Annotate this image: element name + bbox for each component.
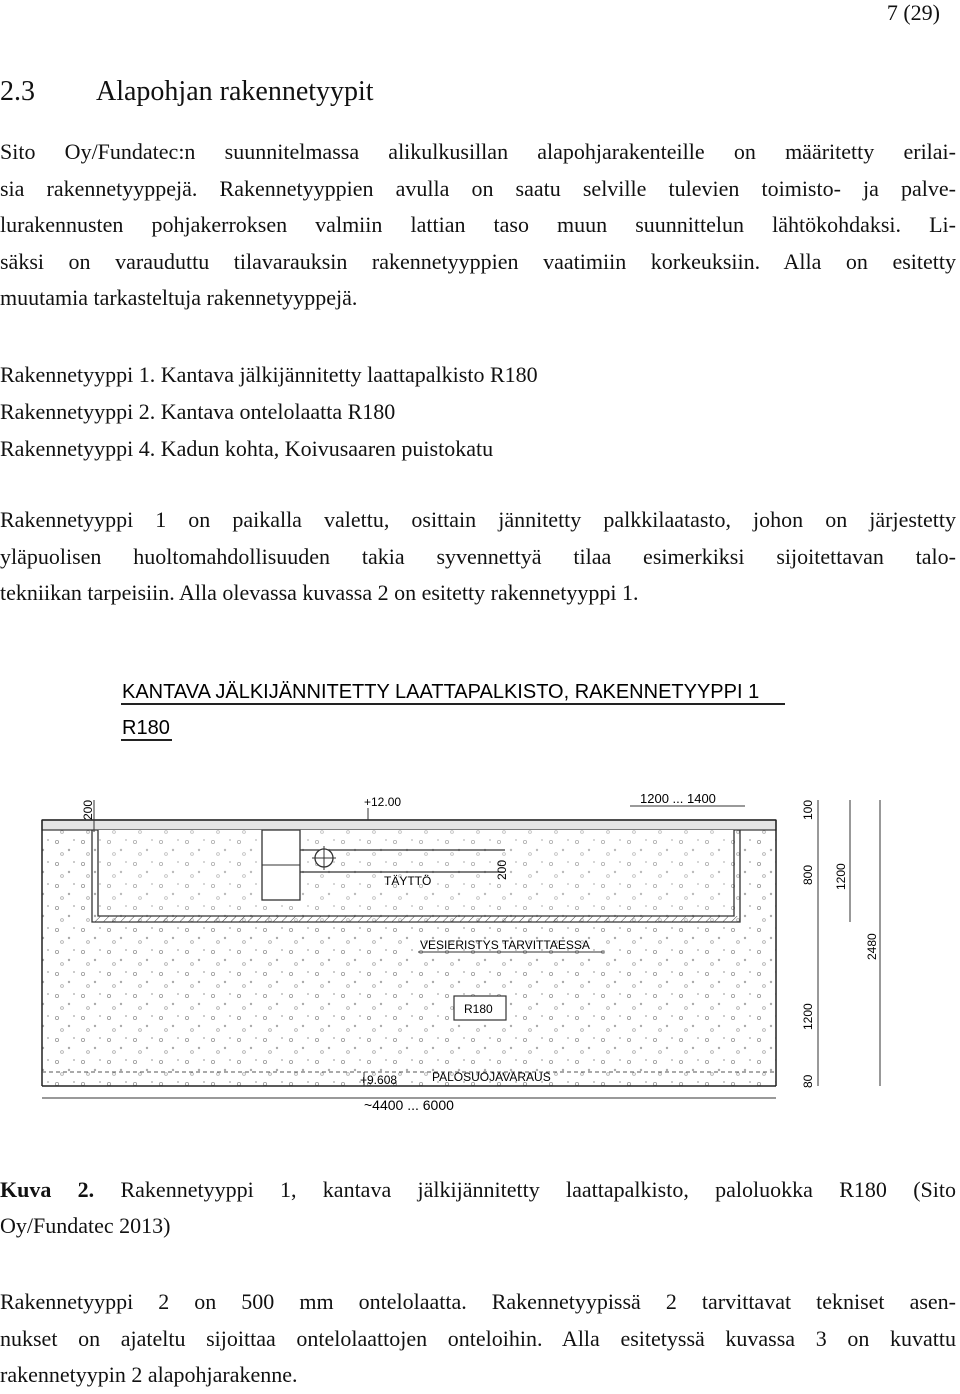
description-line: Rakennetyyppi 1 on paikalla valettu, osittain jännitetty palkkilaatasto, johon on järjestetty [0,507,956,532]
closing-line: nukset on ajateltu sijoittaa ontelolaattojen onteloihin. Alla esitetyssä kuvassa 3 on kuvattu [0,1325,956,1351]
drawing-title: KANTAVA JÄLKIJÄNNITETTY LAATTAPALKISTO, RAKENNETYYPPI 1 [122,681,760,703]
intro-line: säksi on varauduttu tilavarauksin rakennetyyppien vaatimiin korkeuksiin. Alla on esitetty [0,248,956,274]
description-line: yläpuolisen huoltomahdollisuuden takia syvennettyä tilaa esimerkiksi sijoitettavan talo- [0,543,956,569]
dim-100: 100 [801,799,815,820]
structure-drawing [0,660,960,1150]
dim-1200-lower: 1200 [801,1003,815,1030]
description-paragraph [0,502,956,612]
intro-line: sia rakennetyyppejä. Rakennetyyppien avulla on saatu selville tulevien toimisto- ja palve- [0,175,956,201]
intro-line: muutamia tarkasteltuja rakennetyyppejä. [0,285,358,310]
figure-caption [0,1172,956,1244]
section-heading [0,76,374,108]
intro-line: Sito Oy/Fundatec:n suunnitelmassa alikulkusillan alapohjarakenteille on määritetty erilai- [0,139,956,164]
r180-label: R180 [464,1002,493,1016]
waterproofing-label: VESIERISTYS TARVITTAESSA [420,938,590,952]
section-number: 2.3 [0,76,35,107]
dim-top-span: 1200 ... 1400 [640,791,716,806]
dim-800: 800 [801,864,815,885]
list-item: Rakennetyyppi 4. Kadun kohta, Koivusaaren puistokatu [0,436,494,461]
top-elevation: +12.00 [364,795,402,809]
caption-text: Rakennetyyppi 1, kantava jälkijännitetty laattapalkisto, paloluokka R180 (Sito [94,1177,956,1202]
structure-type-list [0,356,538,467]
dim-80: 80 [801,1074,815,1088]
closing-line: rakennetyypin 2 alapohjarakenne. [0,1362,298,1387]
list-item: Rakennetyyppi 1. Kantava jälkijännitetty laattapalkisto R180 [0,362,538,387]
dim-200-top: 200 [81,799,95,820]
caption-line: Oy/Fundatec 2013) [0,1213,171,1238]
bottom-elevation: +9.608 [360,1073,398,1087]
caption-label: Kuva 2. [0,1177,95,1202]
waterproofing-hatch [92,916,740,922]
intro-paragraph [0,134,956,317]
caption-line [0,1172,956,1208]
dim-1200-upper: 1200 [834,863,848,890]
dim-2480: 2480 [865,933,879,960]
closing-line: Rakennetyyppi 2 on 500 mm ontelolaatta. Rakennetyypissä 2 tarvittavat tekniset asen- [0,1289,956,1314]
drawing-subtitle: R180 [122,717,170,739]
dim-bottom-span: ~4400 ... 6000 [364,1097,454,1113]
intro-line: lurakennusten pohjakerroksen valmiin lattian taso muun suunnittelun lähtökohdaksi. Li- [0,212,956,237]
section-title: Alapohjan rakennetyypit [96,76,374,107]
page-number: 7 (29) [886,0,940,25]
floor-topping [42,820,776,830]
fill-label: TÄYTTÖ [384,874,432,888]
closing-paragraph [0,1284,956,1394]
fire-protection-label: PALOSUOJAVARAUS [432,1070,551,1084]
list-item: Rakennetyyppi 2. Kantava ontelolaatta R180 [0,399,396,424]
dim-200-mid: 200 [495,859,509,880]
description-line: tekniikan tarpeisiin. Alla olevassa kuvassa 2 on esitetty rakennetyyppi 1. [0,580,639,605]
